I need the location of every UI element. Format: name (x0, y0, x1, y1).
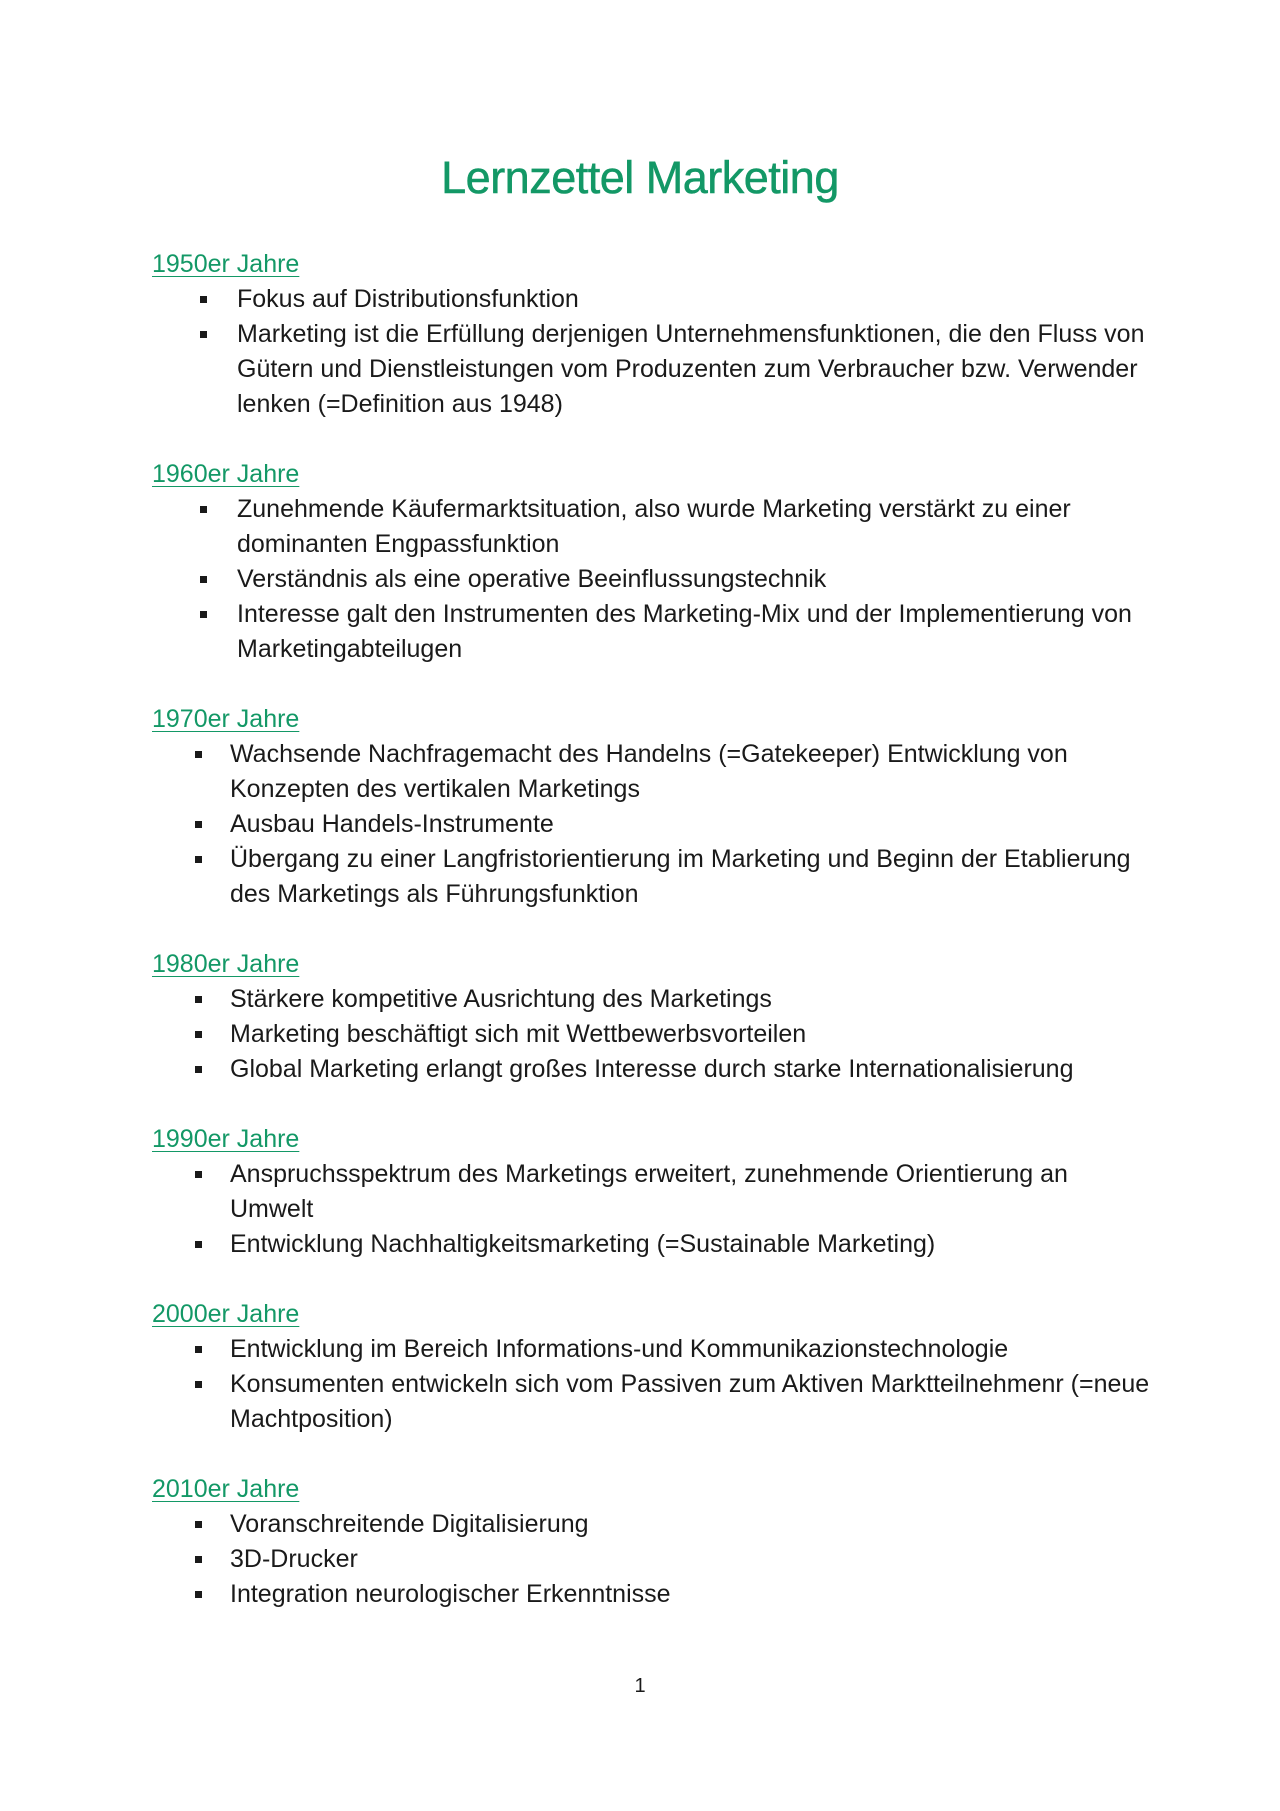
bullet-list (152, 1332, 1152, 1437)
page-title: Lernzettel Marketing (441, 152, 839, 203)
section-1990er-jahre (152, 1122, 1152, 1262)
bullet-text: Wachsende Nachfragemacht des Handelns (=Gatekeeper) Entwicklung von Konzepten des vertikalen Marketings (230, 740, 1068, 803)
square-bullet-icon (200, 611, 207, 618)
section-1970er-jahre (152, 702, 1152, 912)
bullet-text: Global Marketing erlangt großes Interesse durch starke Internationalisierung (230, 1055, 1074, 1083)
bullet-text: Entwicklung im Bereich Informations-und Kommunikazionstechnologie (230, 1335, 1009, 1363)
bullet-text: Stärkere kompetitive Ausrichtung des Marketings (230, 985, 772, 1013)
bullet-item (152, 1052, 1152, 1087)
section-1980er-jahre (152, 947, 1152, 1087)
section-list (152, 247, 1152, 1647)
bullet-item (152, 1017, 1152, 1052)
bullet-list (152, 492, 1152, 667)
bullet-text: Anspruchsspektrum des Marketings erweitert, zunehmende Orientierung an Umwelt (230, 1160, 1068, 1223)
square-bullet-icon (200, 576, 207, 583)
section-heading-link[interactable]: 1970er Jahre (152, 705, 300, 733)
square-bullet-icon (195, 1521, 202, 1528)
square-bullet-icon (195, 751, 202, 758)
bullet-list (152, 1507, 1152, 1612)
square-bullet-icon (195, 1381, 202, 1388)
page-number: 1 (634, 1675, 646, 1697)
bullet-item (152, 492, 1152, 562)
section-heading-link[interactable]: 1980er Jahre (152, 950, 300, 978)
bullet-text: Verständnis als eine operative Beeinflussungstechnik (237, 565, 827, 593)
bullet-text: Zunehmende Käufermarktsituation, also wurde Marketing verstärkt zu einer dominanten Engpassfunktion (237, 495, 1071, 558)
bullet-list (152, 982, 1152, 1087)
bullet-text: 3D-Drucker (230, 1545, 358, 1573)
square-bullet-icon (195, 1591, 202, 1598)
section-2010er-jahre (152, 1472, 1152, 1612)
bullet-text: Integration neurologischer Erkenntnisse (230, 1580, 671, 1608)
square-bullet-icon (195, 821, 202, 828)
square-bullet-icon (200, 506, 207, 513)
bullet-text: Voranschreitende Digitalisierung (230, 1510, 589, 1538)
bullet-item (152, 842, 1152, 912)
bullet-list (152, 282, 1152, 422)
section-heading-link[interactable]: 1960er Jahre (152, 460, 300, 488)
square-bullet-icon (195, 1031, 202, 1038)
bullet-item (152, 1157, 1152, 1227)
bullet-item (152, 737, 1152, 807)
bullet-text: Entwicklung Nachhaltigkeitsmarketing (=Sustainable Marketing) (230, 1230, 936, 1258)
square-bullet-icon (195, 856, 202, 863)
bullet-item (152, 982, 1152, 1017)
bullet-text: Konsumenten entwickeln sich vom Passiven zum Aktiven Marktteilnehmenr (=neue Machtposition) (230, 1370, 1150, 1433)
bullet-item (152, 317, 1152, 422)
bullet-text: Ausbau Handels-Instrumente (230, 810, 554, 838)
section-heading-link[interactable]: 2000er Jahre (152, 1300, 300, 1328)
bullet-item (152, 562, 1152, 597)
square-bullet-icon (195, 1241, 202, 1248)
section-heading-link[interactable]: 2010er Jahre (152, 1475, 300, 1503)
bullet-text: Marketing beschäftigt sich mit Wettbewerbsvorteilen (230, 1020, 807, 1048)
bullet-item (152, 1507, 1152, 1542)
section-1950er-jahre (152, 247, 1152, 422)
section-heading-link[interactable]: 1990er Jahre (152, 1125, 300, 1153)
square-bullet-icon (200, 296, 207, 303)
bullet-text: Interesse galt den Instrumenten des Marketing-Mix und der Implementierung von Marketingabteilugen (237, 600, 1132, 663)
square-bullet-icon (195, 1066, 202, 1073)
bullet-text: Übergang zu einer Langfristorientierung im Marketing und Beginn der Etablierung des Marketings als Führungsfunktion (230, 845, 1131, 908)
section-heading-link[interactable]: 1950er Jahre (152, 250, 300, 278)
square-bullet-icon (200, 331, 207, 338)
square-bullet-icon (195, 1346, 202, 1353)
bullet-item (152, 282, 1152, 317)
square-bullet-icon (195, 996, 202, 1003)
bullet-text: Fokus auf Distributionsfunktion (237, 285, 579, 313)
bullet-list (152, 737, 1152, 912)
bullet-item (152, 1367, 1152, 1437)
bullet-item (152, 1227, 1152, 1262)
bullet-item (152, 807, 1152, 842)
bullet-item (152, 597, 1152, 667)
section-2000er-jahre (152, 1297, 1152, 1437)
section-1960er-jahre (152, 457, 1152, 667)
bullet-item (152, 1577, 1152, 1612)
bullet-item (152, 1542, 1152, 1577)
bullet-item (152, 1332, 1152, 1367)
square-bullet-icon (195, 1171, 202, 1178)
bullet-list (152, 1157, 1152, 1262)
bullet-text: Marketing ist die Erfüllung derjenigen Unternehmensfunktionen, die den Fluss von Gütern und Dienstleistungen vom Produzenten zum Verbraucher bzw. Verwender lenken (=Definition aus 1948) (237, 320, 1145, 418)
square-bullet-icon (195, 1556, 202, 1563)
